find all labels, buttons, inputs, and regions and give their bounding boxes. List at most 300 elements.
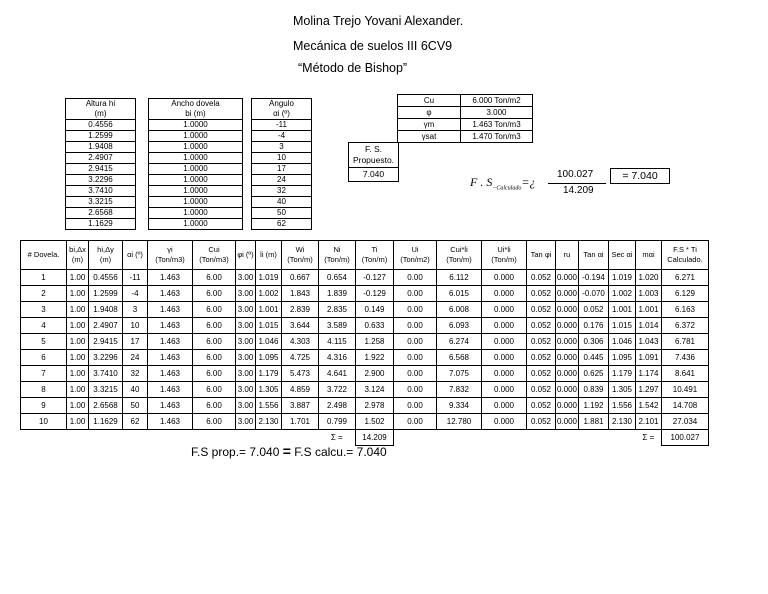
- table-cell: 2.835: [319, 302, 356, 318]
- table-cell: 1.542: [636, 398, 662, 414]
- table-cell: 0.00: [394, 318, 437, 334]
- height-cell: 3.2296: [66, 175, 136, 186]
- table-cell: 9.334: [437, 398, 482, 414]
- column-header: γi (Ton/m3): [148, 241, 193, 270]
- empty-cell: [482, 430, 527, 446]
- table-cell: 0.000: [556, 398, 579, 414]
- angle-cell: 40: [252, 197, 312, 208]
- table-cell: -0.194: [579, 270, 609, 286]
- spacer: [136, 208, 149, 219]
- table-cell: 1.556: [609, 398, 636, 414]
- table-cell: 0.000: [556, 414, 579, 430]
- table-cell: 1.095: [609, 350, 636, 366]
- table-cell: 2.498: [319, 398, 356, 414]
- table-cell: 1.020: [636, 270, 662, 286]
- empty-cell: [609, 430, 636, 446]
- table-row: [21, 302, 709, 318]
- height-cell: 1.2599: [66, 131, 136, 142]
- table-cell: 1.019: [256, 270, 282, 286]
- table-cell: 0.000: [556, 350, 579, 366]
- table-cell: 6.129: [662, 286, 709, 302]
- table-cell: 0.4556: [89, 270, 123, 286]
- table-cell: 1.091: [636, 350, 662, 366]
- column-header: Sec αi: [609, 241, 636, 270]
- table-cell: 7.832: [437, 382, 482, 398]
- fs-numerator: 100.027: [557, 169, 594, 180]
- table-cell: 0.00: [394, 350, 437, 366]
- table-cell: -11: [123, 270, 148, 286]
- column-header: Tan αi: [579, 241, 609, 270]
- table-cell: 6.093: [437, 318, 482, 334]
- table-cell: 1.046: [609, 334, 636, 350]
- table-cell: 1.881: [579, 414, 609, 430]
- table-cell: 1.001: [609, 302, 636, 318]
- column-header: hi,Δy (m): [89, 241, 123, 270]
- table-cell: 0.625: [579, 366, 609, 382]
- sum-ti: 14.209: [356, 430, 394, 446]
- spacer: [136, 219, 149, 230]
- table-cell: 6.00: [193, 286, 236, 302]
- input-row: [66, 208, 312, 219]
- angle-cell: 10: [252, 153, 312, 164]
- empty-cell: [437, 430, 482, 446]
- table-cell: 1.174: [636, 366, 662, 382]
- fs-proposed-value: 7.040: [349, 167, 398, 181]
- angle-cell: 3: [252, 142, 312, 153]
- table-cell: 0.000: [556, 382, 579, 398]
- table-cell: 3.2296: [89, 350, 123, 366]
- table-cell: 1.00: [67, 318, 89, 334]
- property-name: γsat: [398, 131, 461, 143]
- table-cell: 0.00: [394, 270, 437, 286]
- table-cell: 0.000: [482, 270, 527, 286]
- table-cell: 1.463: [148, 350, 193, 366]
- table-row: [21, 334, 709, 350]
- table-cell: 0.052: [527, 398, 556, 414]
- table-cell: 5.473: [282, 366, 319, 382]
- table-cell: 2.6568: [89, 398, 123, 414]
- column-header: mαi: [636, 241, 662, 270]
- table-cell: 4.725: [282, 350, 319, 366]
- spacer: [243, 175, 252, 186]
- sum-label: Σ =: [330, 433, 343, 443]
- table-cell: 1.002: [256, 286, 282, 302]
- height-cell: 3.7410: [66, 186, 136, 197]
- spacer: [243, 208, 252, 219]
- width-cell: 1.0000: [149, 208, 243, 219]
- table-cell: 6.271: [662, 270, 709, 286]
- table-cell: 40: [123, 382, 148, 398]
- width-cell: 1.0000: [149, 120, 243, 131]
- table-cell: 6.112: [437, 270, 482, 286]
- input-row: [66, 120, 312, 131]
- table-cell: 2.101: [636, 414, 662, 430]
- table-cell: 0.306: [579, 334, 609, 350]
- table-cell: 1.00: [67, 270, 89, 286]
- table-cell: 0.052: [579, 302, 609, 318]
- table-cell: 6.372: [662, 318, 709, 334]
- table-cell: 0.052: [527, 286, 556, 302]
- table-cell: 0.000: [482, 302, 527, 318]
- table-cell: 1.00: [67, 286, 89, 302]
- table-cell: 0.000: [482, 398, 527, 414]
- table-cell: 6.00: [193, 398, 236, 414]
- table-cell: 1.463: [148, 398, 193, 414]
- table-cell: 3.722: [319, 382, 356, 398]
- table-cell: 1.00: [67, 302, 89, 318]
- table-cell: 32: [123, 366, 148, 382]
- table-cell: 1.00: [67, 382, 89, 398]
- table-cell: 1.015: [609, 318, 636, 334]
- width-cell: 1.0000: [149, 164, 243, 175]
- width-cell: 1.0000: [149, 197, 243, 208]
- empty-cell: [556, 430, 579, 446]
- property-name: φ: [398, 107, 461, 119]
- table-cell: 4.303: [282, 334, 319, 350]
- column-header: Ti (Ton/m): [356, 241, 394, 270]
- column-header: li (m): [256, 241, 282, 270]
- table-cell: 6.163: [662, 302, 709, 318]
- table-cell: 6.781: [662, 334, 709, 350]
- bishop-calculation-table: [20, 240, 709, 446]
- property-name: Cu: [398, 95, 461, 107]
- table-cell: 1.003: [636, 286, 662, 302]
- angle-cell: -11: [252, 120, 312, 131]
- table-cell: 7: [21, 366, 67, 382]
- table-cell: 17: [123, 334, 148, 350]
- table-cell: 6.00: [193, 334, 236, 350]
- table-row: [21, 398, 709, 414]
- input-row: [66, 197, 312, 208]
- table-cell: 0.00: [394, 382, 437, 398]
- table-cell: 1.095: [256, 350, 282, 366]
- fraction-bar: [548, 183, 606, 184]
- table-cell: 7.436: [662, 350, 709, 366]
- property-value: 1.470 Ton/m3: [461, 131, 533, 143]
- table-cell: 1.00: [67, 334, 89, 350]
- table-cell: 1.463: [148, 382, 193, 398]
- fs-calculated-formula: F . $S_{-Calculado}=¿$: [470, 175, 536, 192]
- table-cell: 0.633: [356, 318, 394, 334]
- table-cell: 2.839: [282, 302, 319, 318]
- table-cell: 0.00: [394, 302, 437, 318]
- table-cell: 6.00: [193, 414, 236, 430]
- table-row: [21, 414, 709, 430]
- table-cell: 6.00: [193, 318, 236, 334]
- spacer: [136, 142, 149, 153]
- table-cell: 3.00: [236, 414, 256, 430]
- table-cell: 1.1629: [89, 414, 123, 430]
- height-cell: 1.1629: [66, 219, 136, 230]
- table-cell: 3.00: [236, 398, 256, 414]
- table-cell: -0.129: [356, 286, 394, 302]
- table-cell: 0.052: [527, 382, 556, 398]
- table-cell: 0.000: [482, 350, 527, 366]
- table-cell: 1.305: [256, 382, 282, 398]
- input-row: [66, 175, 312, 186]
- table-cell: 1.179: [256, 366, 282, 382]
- property-value: 3.000: [461, 107, 533, 119]
- angle-cell: 50: [252, 208, 312, 219]
- table-cell: 3.00: [236, 318, 256, 334]
- table-cell: 3.00: [236, 302, 256, 318]
- table-cell: 12.780: [437, 414, 482, 430]
- property-value: 6.000 Ton/m2: [461, 95, 533, 107]
- table-row: [21, 366, 709, 382]
- table-cell: 1.2599: [89, 286, 123, 302]
- spacer: [243, 131, 252, 142]
- height-cell: 2.6568: [66, 208, 136, 219]
- column-header: Wi (Ton/m): [282, 241, 319, 270]
- input-table: [65, 98, 312, 230]
- table-cell: 0.052: [527, 318, 556, 334]
- property-row: [398, 119, 533, 131]
- table-cell: 2.9415: [89, 334, 123, 350]
- table-cell: 0.667: [282, 270, 319, 286]
- table-cell: 6.00: [193, 302, 236, 318]
- table-cell: 1: [21, 270, 67, 286]
- empty-cell: [21, 430, 67, 446]
- table-cell: 1.463: [148, 286, 193, 302]
- width-cell: 1.0000: [149, 219, 243, 230]
- table-cell: -4: [123, 286, 148, 302]
- width-cell: 1.0000: [149, 175, 243, 186]
- table-cell: 0.000: [482, 382, 527, 398]
- method-title: “Método de Bishop”: [298, 61, 408, 75]
- table-cell: 0.00: [394, 366, 437, 382]
- spacer: [243, 164, 252, 175]
- table-cell: 8: [21, 382, 67, 398]
- table-cell: 5: [21, 334, 67, 350]
- column-header: φi (º): [236, 241, 256, 270]
- table-row: [21, 286, 709, 302]
- table-cell: 2.900: [356, 366, 394, 382]
- spacer: [136, 186, 149, 197]
- table-cell: 0.000: [556, 318, 579, 334]
- course-name: Mecánica de suelos III 6CV9: [293, 39, 453, 53]
- angle-cell: 24: [252, 175, 312, 186]
- table-cell: 1.463: [148, 334, 193, 350]
- column-header: Ni (Ton/m): [319, 241, 356, 270]
- table-cell: 0.149: [356, 302, 394, 318]
- width-cell: 1.0000: [149, 131, 243, 142]
- empty-cell: [394, 430, 437, 446]
- table-cell: 0.00: [394, 414, 437, 430]
- property-row: [398, 95, 533, 107]
- table-cell: 3.00: [236, 286, 256, 302]
- table-cell: 1.015: [256, 318, 282, 334]
- empty-cell: [67, 430, 89, 446]
- table-cell: 0.839: [579, 382, 609, 398]
- table-cell: 3: [123, 302, 148, 318]
- table-row: [21, 382, 709, 398]
- table-cell: 2: [21, 286, 67, 302]
- table-cell: 0.00: [394, 286, 437, 302]
- spacer: [243, 153, 252, 164]
- table-cell: 6.00: [193, 350, 236, 366]
- table-cell: 1.002: [609, 286, 636, 302]
- width-header: Ancho dovela bi (m): [149, 99, 243, 120]
- table-cell: 6.008: [437, 302, 482, 318]
- table-cell: 24: [123, 350, 148, 366]
- table-cell: 4.641: [319, 366, 356, 382]
- spacer: [243, 142, 252, 153]
- column-header: ru: [556, 241, 579, 270]
- width-cell: 1.0000: [149, 142, 243, 153]
- table-cell: 1.701: [282, 414, 319, 430]
- table-cell: 1.843: [282, 286, 319, 302]
- height-cell: 3.3215: [66, 197, 136, 208]
- table-cell: 3.3215: [89, 382, 123, 398]
- table-cell: 10: [123, 318, 148, 334]
- table-cell: 1.258: [356, 334, 394, 350]
- table-cell: 0.445: [579, 350, 609, 366]
- table-cell: 1.463: [148, 318, 193, 334]
- table-cell: 3.00: [236, 334, 256, 350]
- table-cell: 3.00: [236, 270, 256, 286]
- angle-cell: 32: [252, 186, 312, 197]
- table-cell: 3.00: [236, 382, 256, 398]
- spacer: [243, 197, 252, 208]
- table-cell: 6.00: [193, 270, 236, 286]
- table-cell: 0.000: [482, 286, 527, 302]
- spacer: [136, 131, 149, 142]
- table-cell: 1.297: [636, 382, 662, 398]
- table-cell: 4.316: [319, 350, 356, 366]
- table-cell: 0.052: [527, 414, 556, 430]
- empty-cell: [527, 430, 556, 446]
- table-cell: 0.799: [319, 414, 356, 430]
- height-cell: 2.4907: [66, 153, 136, 164]
- input-row: [66, 153, 312, 164]
- table-cell: 0.176: [579, 318, 609, 334]
- column-header: Cui*li (Ton/m): [437, 241, 482, 270]
- empty-cell: [89, 430, 123, 446]
- table-cell: 0.052: [527, 350, 556, 366]
- column-header: # Dovela.: [21, 241, 67, 270]
- table-cell: 4.859: [282, 382, 319, 398]
- table-cell: 3.7410: [89, 366, 123, 382]
- empty-cell: [123, 430, 148, 446]
- table-cell: 1.014: [636, 318, 662, 334]
- spacer: [243, 186, 252, 197]
- spacer: [136, 197, 149, 208]
- table-cell: 3.589: [319, 318, 356, 334]
- table-cell: 0.654: [319, 270, 356, 286]
- spacer: [136, 120, 149, 131]
- table-cell: 8.641: [662, 366, 709, 382]
- table-cell: 1.00: [67, 366, 89, 382]
- spacer: [243, 120, 252, 131]
- table-cell: 4: [21, 318, 67, 334]
- column-header: F.S * Ti Calculado.: [662, 241, 709, 270]
- width-cell: 1.0000: [149, 153, 243, 164]
- table-cell: 14.708: [662, 398, 709, 414]
- table-cell: 0.000: [556, 366, 579, 382]
- table-cell: 10.491: [662, 382, 709, 398]
- fs-calculated-result: = 7.040: [610, 168, 670, 184]
- table-cell: 4.115: [319, 334, 356, 350]
- table-cell: 0.000: [482, 334, 527, 350]
- table-cell: -0.070: [579, 286, 609, 302]
- table-cell: 1.00: [67, 414, 89, 430]
- table-cell: 3.644: [282, 318, 319, 334]
- table-cell: 1.839: [319, 286, 356, 302]
- table-cell: 1.00: [67, 350, 89, 366]
- table-cell: 1.001: [256, 302, 282, 318]
- input-row: [66, 164, 312, 175]
- input-row: [66, 142, 312, 153]
- table-cell: 0.052: [527, 270, 556, 286]
- table-cell: 62: [123, 414, 148, 430]
- table-cell: 1.502: [356, 414, 394, 430]
- table-cell: 0.052: [527, 366, 556, 382]
- table-cell: 3.00: [236, 350, 256, 366]
- table-cell: 1.046: [256, 334, 282, 350]
- column-header: bi,Δx (m): [67, 241, 89, 270]
- height-cell: 0.4556: [66, 120, 136, 131]
- author-name: Molina Trejo Yovani Alexander.: [293, 14, 464, 28]
- column-header: αi (º): [123, 241, 148, 270]
- height-cell: 2.9415: [66, 164, 136, 175]
- table-cell: 1.001: [636, 302, 662, 318]
- table-cell: 50: [123, 398, 148, 414]
- angle-cell: 62: [252, 219, 312, 230]
- table-cell: 0.000: [556, 334, 579, 350]
- fs-denominator: 14.209: [563, 185, 594, 196]
- table-cell: 1.463: [148, 270, 193, 286]
- table-cell: 0.000: [556, 286, 579, 302]
- table-cell: 6.00: [193, 382, 236, 398]
- table-cell: 1.179: [609, 366, 636, 382]
- table-row: [21, 350, 709, 366]
- sum-label: Σ =: [642, 433, 655, 443]
- table-cell: 1.556: [256, 398, 282, 414]
- spacer: [136, 153, 149, 164]
- property-value: 1.463 Ton/m3: [461, 119, 533, 131]
- column-header: Ui (Ton/m2): [394, 241, 437, 270]
- table-cell: 3.00: [236, 366, 256, 382]
- fs-summary: F.S prop.= 7.040 = F.S calcu.= 7.040: [191, 443, 387, 459]
- table-cell: 6.274: [437, 334, 482, 350]
- table-row: [21, 318, 709, 334]
- table-cell: 6.568: [437, 350, 482, 366]
- property-row: [398, 107, 533, 119]
- table-cell: 2.978: [356, 398, 394, 414]
- table-cell: 6: [21, 350, 67, 366]
- table-cell: 3.124: [356, 382, 394, 398]
- table-cell: 1.463: [148, 302, 193, 318]
- angle-header: Angulo αi (º): [252, 99, 312, 120]
- width-cell: 1.0000: [149, 186, 243, 197]
- table-cell: 0.000: [482, 366, 527, 382]
- table-cell: 2.130: [256, 414, 282, 430]
- table-cell: 1.463: [148, 366, 193, 382]
- table-cell: 2.130: [609, 414, 636, 430]
- table-cell: 7.075: [437, 366, 482, 382]
- input-row: [66, 186, 312, 197]
- table-cell: 1.192: [579, 398, 609, 414]
- table-cell: 10: [21, 414, 67, 430]
- table-cell: 0.052: [527, 302, 556, 318]
- table-cell: 0.00: [394, 334, 437, 350]
- property-row: [398, 131, 533, 143]
- table-cell: 6.015: [437, 286, 482, 302]
- table-cell: -0.127: [356, 270, 394, 286]
- table-cell: 2.4907: [89, 318, 123, 334]
- table-cell: 0.000: [556, 270, 579, 286]
- table-cell: 3.887: [282, 398, 319, 414]
